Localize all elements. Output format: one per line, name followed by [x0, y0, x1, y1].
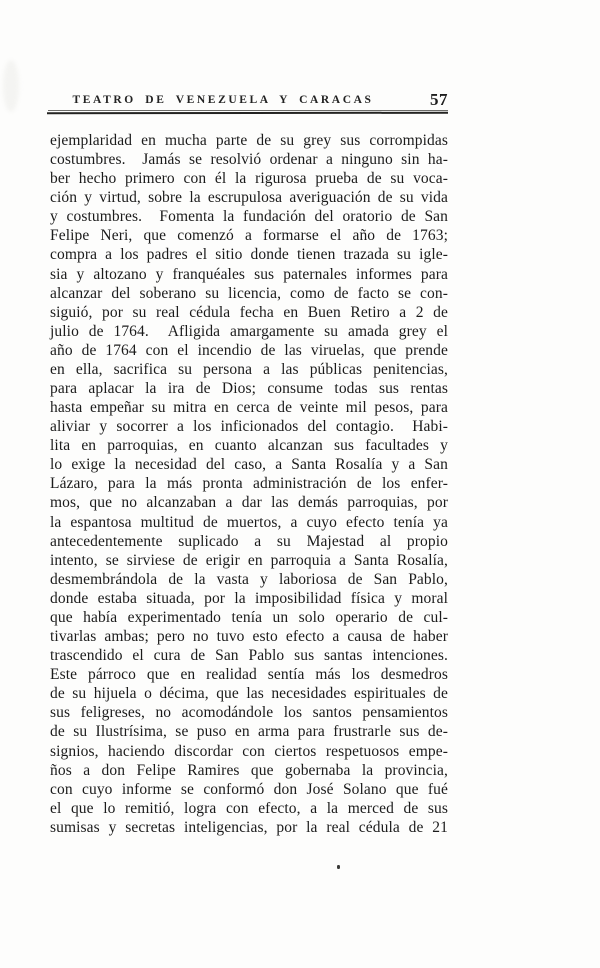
text-line: en ella, sacrifica su persona a las públicas penitencias,	[50, 360, 448, 378]
text-line: trascendido el cura de San Pablo sus santas intenciones.	[50, 647, 448, 665]
text-line: sus feligreses, no acomodándole los santos pensamientos	[50, 704, 448, 722]
text-line: julio de 1764. Afligida amargamente su amada grey el	[50, 322, 448, 340]
text-line: antecedentemente suplicado a su Majestad al propio	[50, 532, 448, 550]
running-header	[50, 92, 448, 110]
text-line: Este párroco que en realidad sentía más los desmedros	[50, 666, 448, 684]
text-line: Felipe Neri, que comenzó a formarse el año de 1763;	[50, 227, 448, 245]
text-line: sumisas y secretas inteligencias, por la real cédula de 21	[50, 818, 448, 836]
text-line: y costumbres. Fomenta la fundación del oratorio de San	[50, 208, 448, 226]
text-line: ños a don Felipe Ramires que gobernaba la provincia,	[50, 761, 448, 779]
text-line: tivarlas ambas; pero no tuvo esto efecto a causa de haber	[50, 628, 448, 646]
text-line: mos, que no alcanzaban a dar las demás parroquias, por	[50, 494, 448, 512]
text-line: hasta empeñar su mitra en cerca de veinte mil pesos, para	[50, 399, 448, 417]
text-line: ber hecho primero con él la rigurosa prueba de su voca-	[50, 170, 448, 188]
running-header-title: TEATRO DE VENEZUELA Y CARACAS	[72, 94, 374, 106]
text-line: alcanzar del soberano su licencia, como de facto se con-	[50, 284, 448, 302]
scan-smudge-artifact	[3, 60, 19, 112]
page-body-text	[50, 131, 448, 837]
text-line: desmembrándola de la vasta y laboriosa de San Pablo,	[50, 570, 448, 588]
text-line: lita en parroquias, en cuanto alcanzan sus facultades y	[50, 437, 448, 455]
text-line: siguió, por su real cédula fecha en Buen Retiro a 2 de	[50, 303, 448, 321]
ink-dot-artifact	[337, 865, 340, 869]
text-line: lo exige la necesidad del caso, a Santa Rosalía y a San	[50, 456, 448, 474]
text-line: la espantosa multitud de muertos, a cuyo efecto tenía ya	[50, 513, 448, 531]
page-number: 57	[430, 90, 448, 109]
text-line: de su hijuela o décima, que las necesidades espirituales de	[50, 685, 448, 703]
text-line: signios, haciendo discordar con ciertos respetuosos empe-	[50, 742, 448, 760]
header-rule-lower	[47, 112, 448, 115]
text-line: Lázaro, para la más pronta administración de los enfer-	[50, 475, 448, 493]
text-line: para aplacar la ira de Dios; consume todas sus rentas	[50, 380, 448, 398]
text-line: de su Ilustrísima, se puso en arma para frustrarle sus de-	[50, 723, 448, 741]
text-line: intento, se sirviese de erigir en parroquia a Santa Rosalía,	[50, 551, 448, 569]
text-line: el que lo remitió, logra con efecto, a la merced de sus	[50, 799, 448, 817]
text-line: con cuyo informe se conformó don José Solano que fué	[50, 780, 448, 798]
text-line: año de 1764 con el incendio de las viruelas, que prende	[50, 341, 448, 359]
text-line: ción y virtud, sobre la escrupulosa averiguación de su vida	[50, 189, 448, 207]
text-line: costumbres. Jamás se resolvió ordenar a ninguno sin ha-	[50, 151, 448, 169]
text-line: sia y altozano y franquéales sus paternales informes para	[50, 265, 448, 283]
text-line: donde estaba situada, por la imposibilidad física y moral	[50, 589, 448, 607]
text-line: que había experimentado tenía un solo operario de cul-	[50, 608, 448, 626]
text-line: ejemplaridad en mucha parte de su grey sus corrompidas	[50, 132, 448, 149]
text-line: aliviar y socorrer a los inficionados del contagio. Habi-	[50, 418, 448, 436]
text-line: compra a los padres el sitio donde tienen trazada su igle-	[50, 246, 448, 264]
